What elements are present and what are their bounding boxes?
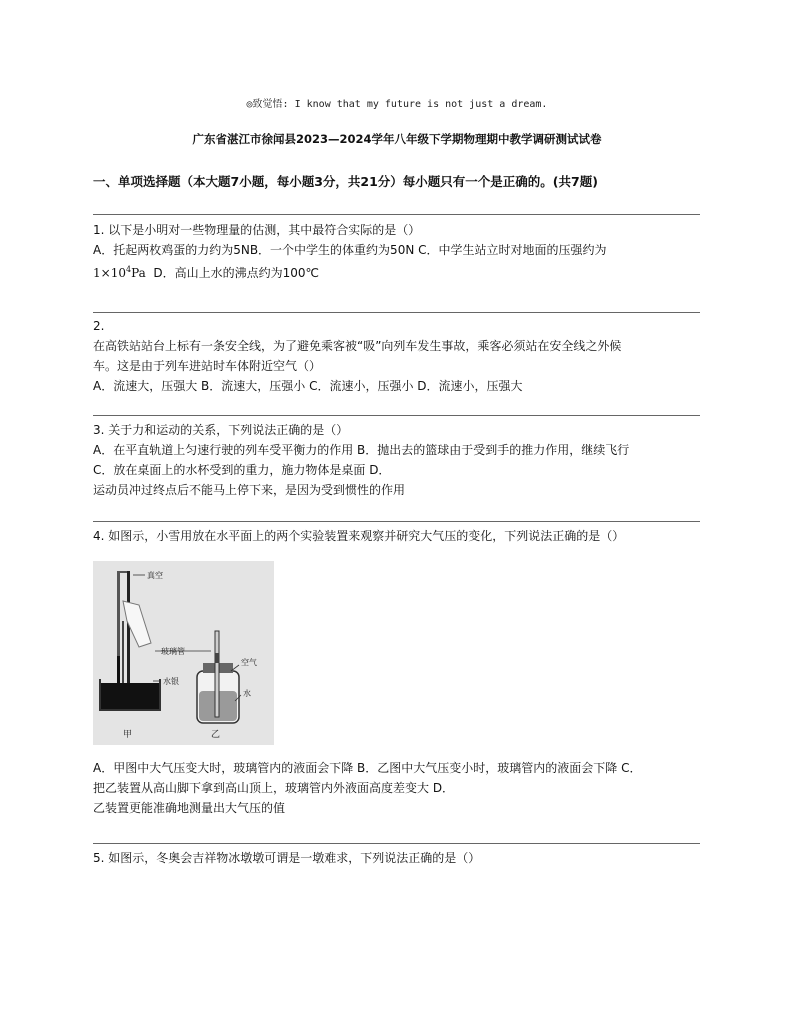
option-d: D．高山上水的沸点约为100℃ [153,266,320,280]
question-2-stem-cont: 车。这是由于列车进站时车体附近空气（） [93,359,322,373]
figure-label-jia: 甲 [123,730,133,740]
question-5 [93,848,705,868]
question-divider [93,415,700,416]
question-1-stem: 1. 以下是小明对一些物理量的估测，其中最符合实际的是（） [93,223,421,237]
figure-label-air: 空气 [241,658,257,667]
question-4-option-c-text: 把乙装置从高山脚下拿到高山顶上，玻璃管内外液面高度差变大 D． [93,781,455,795]
question-3-option-d-text: 运动员冲过终点后不能马上停下来，是因为受到惯性的作用 [93,483,406,497]
section-heading: 一、单项选择题（本大题7小题，每小题3分，共21分）每小题只有一个是正确的。(共7题) [93,174,598,189]
figure-label-mercury: 水银 [163,677,179,686]
figure-label-water: 水 [243,689,251,698]
question-3-options-cd: C．放在桌面上的水杯受到的重力，施力物体是桌面 D． [93,463,391,477]
motto-line: ◎致觉悟: I know that my future is not just a dream. [246,99,548,110]
question-divider [93,843,700,844]
exam-title: 广东省湛江市徐闻县2023—2024学年八年级下学期物理期中教学调研测试试卷 [192,132,602,146]
question-2 [93,316,705,396]
barometer-figure [93,561,274,745]
figure-label-vacuum: 真空 [147,571,163,580]
question-3-stem: 3. 关于力和运动的关系，下列说法正确的是（） [93,423,349,437]
pressure-formula: $1\times 10^4Pa$ [93,265,146,280]
question-5-stem: 5. 如图示，冬奥会吉祥物冰墩墩可谓是一墩难求，下列说法正确的是（） [93,851,481,865]
question-3 [93,420,705,500]
question-1 [93,220,705,283]
question-2-number: 2. [93,319,105,333]
figure-label-yi: 乙 [211,730,221,740]
question-3-options-ab: A．在平直轨道上匀速行驶的列车受平衡力的作用 B．抛出去的篮球由于受到手的推力作用，继续飞行 [93,443,630,457]
question-1-options: A．托起两枚鸡蛋的力约为5NB．一个中学生的体重约为50N C．中学生站立时对地面的压强约为 [93,243,607,257]
question-divider [93,521,700,522]
question-4-stem: 4. 如图示，小雪用放在水平面上的两个实验装置来观察并研究大气压的变化，下列说法正确的是（） [93,529,625,543]
question-4-options [93,758,705,818]
question-2-stem: 在高铁站站台上标有一条安全线，为了避免乘客被“吸”向列车发生事故，乘客必须站在安全线之外候 [93,339,622,353]
question-4-option-d-text: 乙装置更能准确地测量出大气压的值 [93,801,286,815]
question-2-options: A．流速大，压强大 B．流速大，压强小 C．流速小，压强小 D．流速小，压强大 [93,379,523,393]
question-divider [93,312,700,313]
figure-label-glass-tube: 玻璃管 [161,647,185,656]
question-4 [93,526,705,546]
question-divider [93,214,700,215]
question-1-options-cont [93,260,705,283]
question-4-options-abc: A．甲图中大气压变大时，玻璃管内的液面会下降 B．乙图中大气压变小时，玻璃管内的液面会下降 C． [93,761,642,775]
